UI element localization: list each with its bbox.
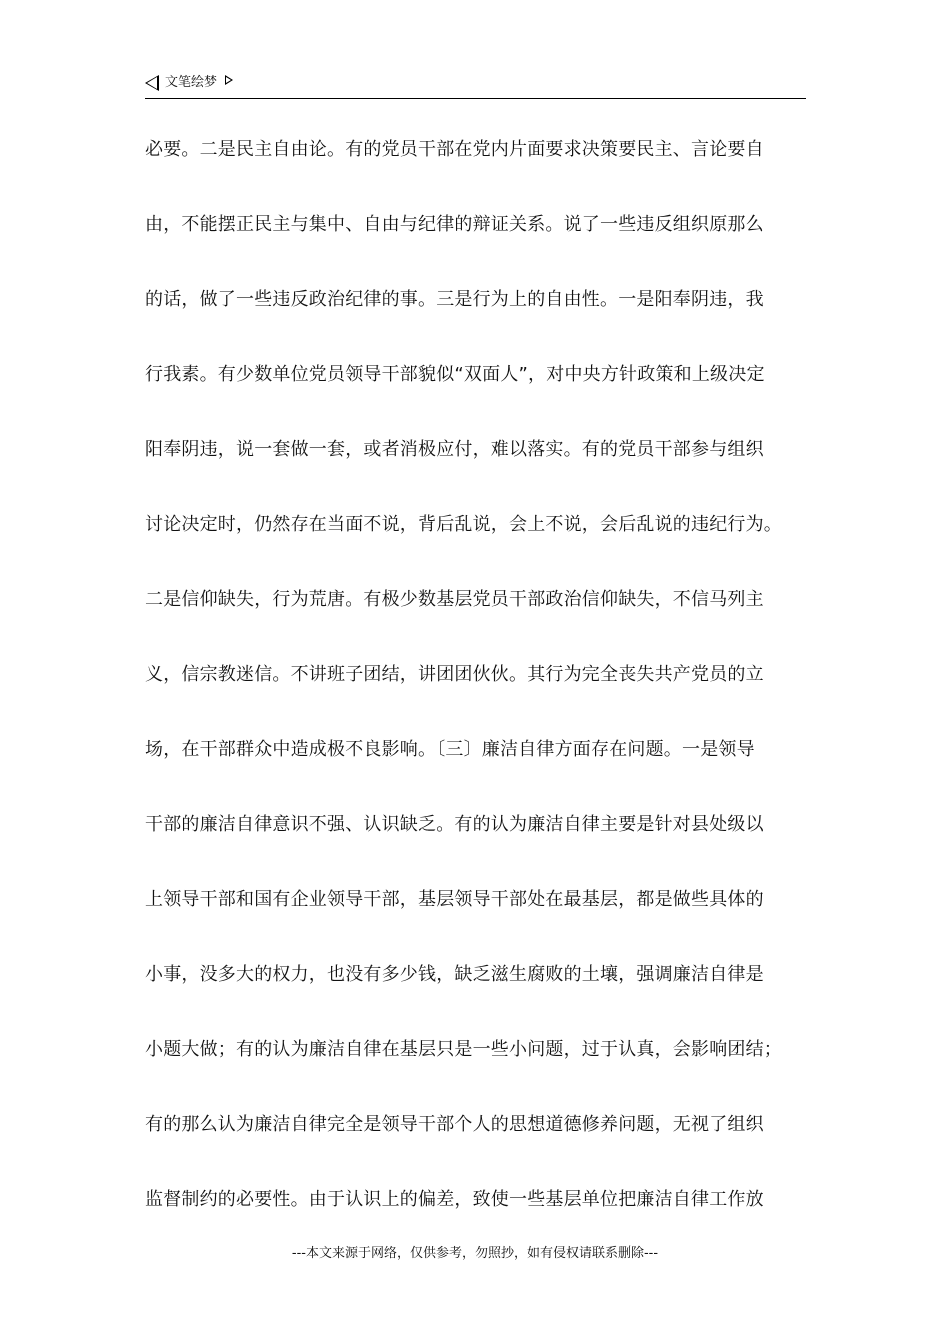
header-title: 文笔绘梦 xyxy=(165,75,218,90)
body-line: 必要。二是民主自由论。有的党员干部在党内片面要求决策要民主、言论要自 xyxy=(145,139,764,160)
body-line: 讨论决定时，仍然存在当面不说，背后乱说，会上不说，会后乱说的违纪行为。 xyxy=(145,514,782,535)
body-line: 干部的廉洁自律意识不强、认识缺乏。有的认为廉洁自律主要是针对县处级以 xyxy=(145,814,764,835)
body-line: 阳奉阴违，说一套做一套，或者消极应付，难以落实。有的党员干部参与组织 xyxy=(145,439,764,460)
triangle-left-icon xyxy=(145,75,159,91)
footer-notice: ---本文来源于网络，仅供参考，勿照抄，如有侵权请联系删除--- xyxy=(291,1246,659,1261)
body-line: 小题大做；有的认为廉洁自律在基层只是一些小问题，过于认真，会影响团结； xyxy=(145,1039,782,1060)
body-line: 行我素。有少数单位党员领导干部貌似“双面人”，对中央方针政策和上级决定 xyxy=(145,364,765,385)
body-line: 监督制约的必要性。由于认识上的偏差，致使一些基层单位把廉洁自律工作放 xyxy=(145,1189,764,1210)
body-line: 的话，做了一些违反政治纪律的事。三是行为上的自由性。一是阳奉阴违，我 xyxy=(145,289,764,310)
body-line: 上领导干部和国有企业领导干部，基层领导干部处在最基层，都是做些具体的 xyxy=(145,889,764,910)
header-title-row xyxy=(145,74,233,92)
page-header xyxy=(145,72,806,99)
body-line: 场，在干部群众中造成极不良影响。〔三〕廉洁自律方面存在问题。一是领导 xyxy=(145,739,755,760)
triangle-right-icon xyxy=(225,75,233,85)
body-line: 二是信仰缺失，行为荒唐。有极少数基层党员干部政治信仰缺失，不信马列主 xyxy=(145,589,764,610)
body-line: 由，不能摆正民主与集中、自由与纪律的辩证关系。说了一些违反组织原那么 xyxy=(145,214,764,235)
document-body xyxy=(145,135,815,1260)
body-line: 小事，没多大的权力，也没有多少钱，缺乏滋生腐败的土壤，强调廉洁自律是 xyxy=(145,964,764,985)
body-line: 有的那么认为廉洁自律完全是领导干部个人的思想道德修养问题，无视了组织 xyxy=(145,1114,764,1135)
body-line: 义，信宗教迷信。不讲班子团结，讲团团伙伙。其行为完全丧失共产党员的立 xyxy=(145,664,764,685)
